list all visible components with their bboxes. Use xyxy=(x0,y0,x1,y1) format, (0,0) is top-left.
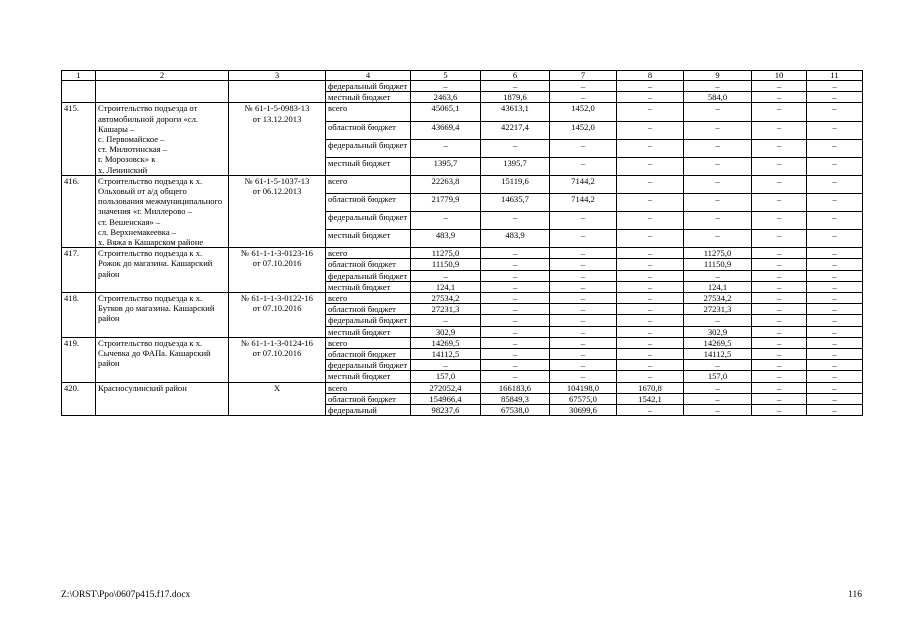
amount-cell: – xyxy=(617,139,684,157)
amount-cell: – xyxy=(550,157,617,175)
funding-source: всего xyxy=(326,337,411,348)
row-number: 415. xyxy=(62,103,96,175)
amount-cell: 43613,1 xyxy=(481,103,550,121)
object-name: Строительство подъезда к х. Бутков до магазина. Кашарский район xyxy=(96,293,229,338)
amount-cell: – xyxy=(684,270,752,281)
funding-source: всего xyxy=(326,175,411,193)
amount-cell: 11275,0 xyxy=(411,248,481,259)
amount-cell: – xyxy=(752,337,807,348)
amount-cell: – xyxy=(807,81,863,92)
amount-cell: – xyxy=(411,315,481,326)
amount-cell: – xyxy=(550,281,617,292)
amount-cell: 85849,3 xyxy=(481,393,550,404)
row-number: 418. xyxy=(62,293,96,338)
amount-cell: – xyxy=(752,212,807,230)
row-number xyxy=(62,81,96,103)
funding-source: местный бюджет xyxy=(326,230,411,248)
amount-cell: – xyxy=(411,212,481,230)
amount-cell: 166183,6 xyxy=(481,382,550,393)
amount-cell: 11150,9 xyxy=(411,259,481,270)
amount-cell: – xyxy=(752,139,807,157)
amount-cell: – xyxy=(481,248,550,259)
amount-cell: – xyxy=(617,293,684,304)
amount-cell: – xyxy=(481,270,550,281)
funding-source: федеральный бюджет xyxy=(326,139,411,157)
amount-cell: – xyxy=(807,103,863,121)
amount-cell: – xyxy=(481,349,550,360)
header-cell: 1 xyxy=(62,71,96,81)
funding-source: федеральный бюджет xyxy=(326,81,411,92)
amount-cell: – xyxy=(481,212,550,230)
amount-cell: – xyxy=(617,315,684,326)
funding-source: областной бюджет xyxy=(326,259,411,270)
document-ref: № 61-1-1-3-0124-16 от 07.10.2016 xyxy=(229,337,326,382)
budget-table xyxy=(61,70,863,416)
amount-cell: 584,0 xyxy=(684,92,752,103)
amount-cell: – xyxy=(481,304,550,315)
header-cell: 3 xyxy=(229,71,326,81)
amount-cell: – xyxy=(481,326,550,337)
amount-cell: 27231,3 xyxy=(684,304,752,315)
funding-source: местный бюджет xyxy=(326,326,411,337)
amount-cell: – xyxy=(807,270,863,281)
amount-cell: – xyxy=(684,157,752,175)
amount-cell: – xyxy=(550,349,617,360)
amount-cell: – xyxy=(752,304,807,315)
amount-cell: – xyxy=(752,393,807,404)
amount-cell: – xyxy=(617,121,684,139)
amount-cell: – xyxy=(807,230,863,248)
amount-cell: – xyxy=(684,139,752,157)
amount-cell: – xyxy=(481,371,550,382)
object-name: Строительство подъезда к х. Сычевка до ФАПа. Кашарский район xyxy=(96,337,229,382)
amount-cell: – xyxy=(684,121,752,139)
amount-cell: 14635,7 xyxy=(481,193,550,211)
amount-cell: 27231,3 xyxy=(411,304,481,315)
amount-cell: 7144,2 xyxy=(550,193,617,211)
amount-cell: – xyxy=(617,405,684,416)
amount-cell: – xyxy=(807,193,863,211)
funding-source: областной бюджет xyxy=(326,349,411,360)
amount-cell: 42217,4 xyxy=(481,121,550,139)
object-name xyxy=(96,81,229,103)
amount-cell: – xyxy=(481,139,550,157)
header-cell: 10 xyxy=(752,71,807,81)
amount-cell: 154966,4 xyxy=(411,393,481,404)
funding-source: федеральный бюджет xyxy=(326,212,411,230)
funding-source: местный бюджет xyxy=(326,371,411,382)
amount-cell: 483,9 xyxy=(411,230,481,248)
table-row xyxy=(62,248,863,259)
amount-cell: 1670,8 xyxy=(617,382,684,393)
funding-source: местный бюджет xyxy=(326,92,411,103)
amount-cell: – xyxy=(481,259,550,270)
page-number: 116 xyxy=(848,590,862,600)
amount-cell: – xyxy=(617,326,684,337)
amount-cell: – xyxy=(752,230,807,248)
amount-cell: 124,1 xyxy=(411,281,481,292)
amount-cell: – xyxy=(752,103,807,121)
amount-cell: – xyxy=(411,139,481,157)
amount-cell: – xyxy=(411,360,481,371)
amount-cell: 98237,6 xyxy=(411,405,481,416)
amount-cell: 1395,7 xyxy=(481,157,550,175)
amount-cell: – xyxy=(550,92,617,103)
document-ref xyxy=(229,81,326,103)
table-row xyxy=(62,337,863,348)
object-name: Строительство подъезда от автомобильной дороги «сл. Кашары – с. Первомайское – ст. Милютинская – г. Морозовск» к х. Ленинский xyxy=(96,103,229,175)
funding-source: областной бюджет xyxy=(326,304,411,315)
amount-cell: – xyxy=(550,270,617,281)
funding-source: местный бюджет xyxy=(326,157,411,175)
row-number: 420. xyxy=(62,382,96,416)
header-cell: 7 xyxy=(550,71,617,81)
amount-cell: – xyxy=(617,103,684,121)
document-ref: № 61-1-5-1037-13 от 06.12.2013 xyxy=(229,175,326,247)
amount-cell: – xyxy=(617,248,684,259)
header-cell: 4 xyxy=(326,71,411,81)
amount-cell: – xyxy=(807,405,863,416)
funding-source: федеральный бюджет xyxy=(326,315,411,326)
table-row xyxy=(62,382,863,393)
amount-cell: – xyxy=(752,382,807,393)
amount-cell: 1452,0 xyxy=(550,103,617,121)
document-path: Z:\ORST\Ppo\0607p415.f17.docx xyxy=(61,590,191,600)
amount-cell: 14269,5 xyxy=(411,337,481,348)
amount-cell: – xyxy=(807,139,863,157)
amount-cell: – xyxy=(684,360,752,371)
amount-cell: – xyxy=(617,349,684,360)
amount-cell: – xyxy=(617,193,684,211)
amount-cell: 14112,5 xyxy=(411,349,481,360)
amount-cell: – xyxy=(411,270,481,281)
amount-cell: 67575,0 xyxy=(550,393,617,404)
amount-cell: 1452,0 xyxy=(550,121,617,139)
amount-cell: – xyxy=(617,360,684,371)
amount-cell: – xyxy=(752,81,807,92)
amount-cell: – xyxy=(617,270,684,281)
amount-cell: 27534,2 xyxy=(684,293,752,304)
amount-cell: – xyxy=(807,315,863,326)
amount-cell: – xyxy=(617,304,684,315)
amount-cell: 124,1 xyxy=(684,281,752,292)
funding-source: областной бюджет xyxy=(326,121,411,139)
amount-cell: – xyxy=(550,326,617,337)
amount-cell: – xyxy=(807,157,863,175)
amount-cell: 43669,4 xyxy=(411,121,481,139)
header-cell: 2 xyxy=(96,71,229,81)
amount-cell: – xyxy=(550,139,617,157)
table-row xyxy=(62,103,863,121)
amount-cell: – xyxy=(752,259,807,270)
amount-cell: 22263,8 xyxy=(411,175,481,193)
funding-source: федеральный бюджет xyxy=(326,360,411,371)
amount-cell: – xyxy=(550,81,617,92)
amount-cell: – xyxy=(550,360,617,371)
amount-cell: – xyxy=(617,230,684,248)
amount-cell: – xyxy=(617,212,684,230)
amount-cell: – xyxy=(481,360,550,371)
amount-cell: – xyxy=(752,193,807,211)
amount-cell: – xyxy=(684,103,752,121)
amount-cell: 21779,9 xyxy=(411,193,481,211)
amount-cell: – xyxy=(617,157,684,175)
amount-cell: 1395,7 xyxy=(411,157,481,175)
funding-source: всего xyxy=(326,103,411,121)
amount-cell: – xyxy=(752,293,807,304)
amount-cell: – xyxy=(617,175,684,193)
amount-cell: – xyxy=(684,230,752,248)
amount-cell: – xyxy=(807,337,863,348)
funding-source: федеральный бюджет xyxy=(326,270,411,281)
amount-cell: 67538,0 xyxy=(481,405,550,416)
amount-cell: – xyxy=(684,81,752,92)
object-name: Строительство подъезда к х. Ольховый от а/д общего пользования межмуниципального значения «г. Миллерово – ст. Вешенская» – сл. Верхнемакеевка – х. Вяжа в Кашарском районе xyxy=(96,175,229,247)
document-ref: № 61-1-1-3-0122-16 от 07.10.2016 xyxy=(229,293,326,338)
row-number: 416. xyxy=(62,175,96,247)
amount-cell: – xyxy=(807,248,863,259)
amount-cell: – xyxy=(807,349,863,360)
amount-cell: – xyxy=(807,92,863,103)
amount-cell: – xyxy=(617,281,684,292)
amount-cell: – xyxy=(752,92,807,103)
amount-cell: 7144,2 xyxy=(550,175,617,193)
amount-cell: – xyxy=(752,248,807,259)
object-name: Строительство подъезда к х. Рожок до магазина. Кашарский район xyxy=(96,248,229,293)
amount-cell: 272052,4 xyxy=(411,382,481,393)
amount-cell: 30699,6 xyxy=(550,405,617,416)
header-row xyxy=(62,71,863,81)
amount-cell: – xyxy=(684,212,752,230)
amount-cell: – xyxy=(550,304,617,315)
amount-cell: – xyxy=(550,293,617,304)
amount-cell: – xyxy=(550,230,617,248)
amount-cell: 27534,2 xyxy=(411,293,481,304)
amount-cell: – xyxy=(411,81,481,92)
amount-cell: 14269,5 xyxy=(684,337,752,348)
amount-cell: – xyxy=(481,337,550,348)
amount-cell: – xyxy=(617,371,684,382)
amount-cell: – xyxy=(752,121,807,139)
amount-cell: – xyxy=(617,92,684,103)
amount-cell: 104198,0 xyxy=(550,382,617,393)
amount-cell: – xyxy=(807,371,863,382)
funding-source: всего xyxy=(326,248,411,259)
amount-cell: – xyxy=(481,281,550,292)
amount-cell: – xyxy=(617,337,684,348)
amount-cell: – xyxy=(550,337,617,348)
table-row xyxy=(62,81,863,92)
amount-cell: – xyxy=(684,382,752,393)
object-name: Красносулинский район xyxy=(96,382,229,416)
amount-cell: 2463,6 xyxy=(411,92,481,103)
row-number: 419. xyxy=(62,337,96,382)
table-row xyxy=(62,175,863,193)
header-cell: 8 xyxy=(617,71,684,81)
amount-cell: – xyxy=(752,315,807,326)
amount-cell: – xyxy=(752,360,807,371)
document-ref: Х xyxy=(229,382,326,416)
amount-cell: – xyxy=(807,393,863,404)
amount-cell: – xyxy=(807,281,863,292)
header-cell: 6 xyxy=(481,71,550,81)
funding-source: областной бюджет xyxy=(326,193,411,211)
amount-cell: – xyxy=(752,281,807,292)
amount-cell: – xyxy=(550,212,617,230)
table-row xyxy=(62,293,863,304)
amount-cell: – xyxy=(550,371,617,382)
header-cell: 5 xyxy=(411,71,481,81)
amount-cell: – xyxy=(617,81,684,92)
amount-cell: – xyxy=(550,315,617,326)
funding-source: федеральный xyxy=(326,405,411,416)
amount-cell: 157,0 xyxy=(411,371,481,382)
amount-cell: – xyxy=(481,293,550,304)
amount-cell: – xyxy=(752,270,807,281)
header-cell: 11 xyxy=(807,71,863,81)
amount-cell: 302,9 xyxy=(411,326,481,337)
amount-cell: – xyxy=(807,175,863,193)
amount-cell: – xyxy=(807,293,863,304)
amount-cell: – xyxy=(752,157,807,175)
funding-source: областной бюджет xyxy=(326,393,411,404)
funding-source: всего xyxy=(326,382,411,393)
amount-cell: 1879,6 xyxy=(481,92,550,103)
amount-cell: – xyxy=(684,175,752,193)
header-cell: 9 xyxy=(684,71,752,81)
amount-cell: – xyxy=(684,193,752,211)
amount-cell: 1542,1 xyxy=(617,393,684,404)
amount-cell: – xyxy=(550,248,617,259)
amount-cell: – xyxy=(481,81,550,92)
amount-cell: – xyxy=(752,405,807,416)
amount-cell: – xyxy=(752,326,807,337)
amount-cell: – xyxy=(807,382,863,393)
document-ref: № 61-1-5-0983-13 от 13.12.2013 xyxy=(229,103,326,175)
amount-cell: – xyxy=(807,212,863,230)
funding-source: местный бюджет xyxy=(326,281,411,292)
amount-cell: 15119,6 xyxy=(481,175,550,193)
amount-cell: 483,9 xyxy=(481,230,550,248)
amount-cell: – xyxy=(617,259,684,270)
amount-cell: – xyxy=(752,175,807,193)
amount-cell: – xyxy=(684,393,752,404)
amount-cell: 11150,9 xyxy=(684,259,752,270)
amount-cell: – xyxy=(684,405,752,416)
amount-cell: – xyxy=(807,326,863,337)
amount-cell: – xyxy=(807,121,863,139)
document-ref: № 61-1-1-3-0123-16 от 07.10.2016 xyxy=(229,248,326,293)
amount-cell: – xyxy=(807,360,863,371)
amount-cell: – xyxy=(807,304,863,315)
amount-cell: 157,0 xyxy=(684,371,752,382)
amount-cell: – xyxy=(807,259,863,270)
amount-cell: – xyxy=(752,371,807,382)
funding-source: всего xyxy=(326,293,411,304)
row-number: 417. xyxy=(62,248,96,293)
amount-cell: 14112,5 xyxy=(684,349,752,360)
amount-cell: – xyxy=(550,259,617,270)
amount-cell: 11275,0 xyxy=(684,248,752,259)
amount-cell: – xyxy=(481,315,550,326)
amount-cell: 302,9 xyxy=(684,326,752,337)
amount-cell: – xyxy=(684,315,752,326)
amount-cell: – xyxy=(752,349,807,360)
amount-cell: 45065,1 xyxy=(411,103,481,121)
